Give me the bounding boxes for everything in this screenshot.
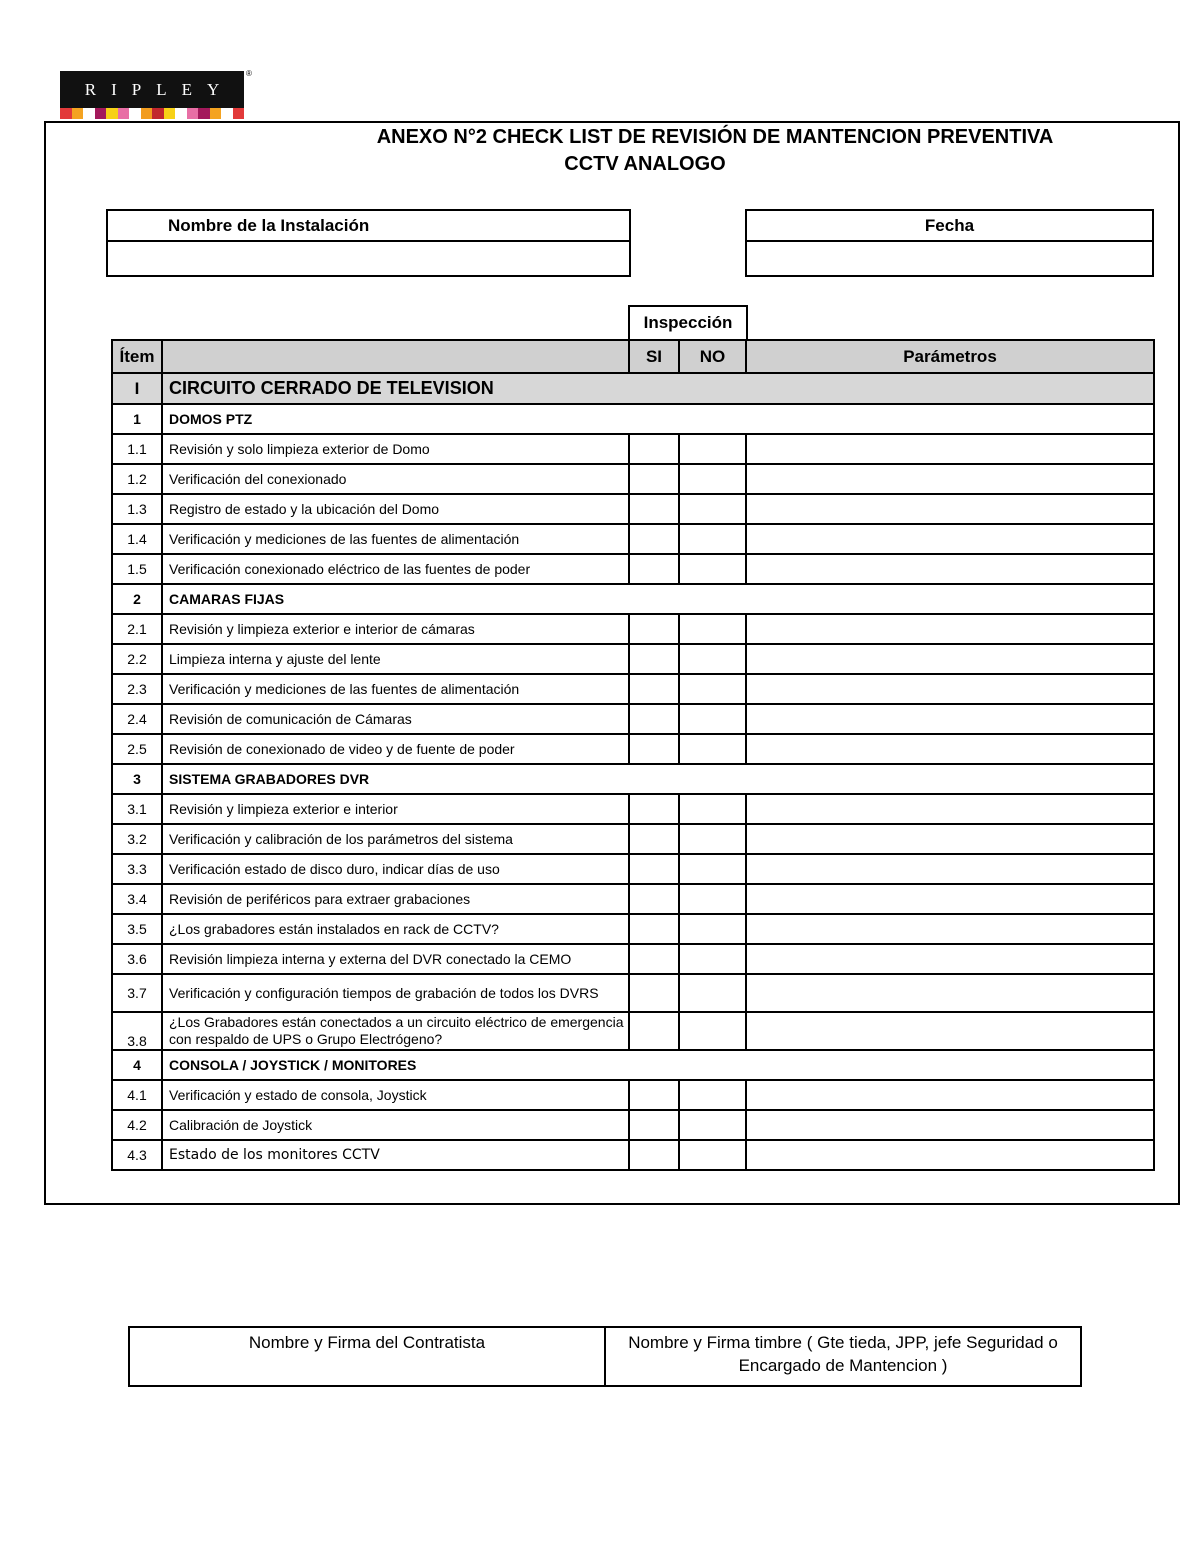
logo-stripe (95, 108, 107, 119)
logo-stripe (221, 108, 233, 119)
item-number: 2.2 (112, 644, 162, 674)
logo-stripe (72, 108, 84, 119)
item-description: Calibración de Joystick (162, 1110, 629, 1140)
item-number: 3.8 (112, 1012, 162, 1050)
table-row (112, 734, 1154, 764)
section-row (112, 373, 1154, 404)
no-checkbox-cell[interactable] (679, 824, 746, 854)
no-checkbox-cell[interactable] (679, 884, 746, 914)
item-number: 2.3 (112, 674, 162, 704)
si-checkbox-cell[interactable] (629, 704, 679, 734)
logo-bar (60, 71, 244, 108)
date-label: Fecha (747, 211, 1152, 242)
item-description: Revisión y limpieza exterior e interior de cámaras (162, 614, 629, 644)
date-box (745, 209, 1154, 277)
group-title: DOMOS PTZ (162, 404, 1154, 434)
item-description: ¿Los grabadores están instalados en rack de CCTV? (162, 914, 629, 944)
parameters-cell[interactable] (746, 494, 1154, 524)
si-checkbox-cell[interactable] (629, 494, 679, 524)
no-checkbox-cell[interactable] (679, 524, 746, 554)
contractor-signature[interactable]: Nombre y Firma del Contratista (129, 1327, 605, 1386)
table-row (112, 944, 1154, 974)
no-checkbox-cell[interactable] (679, 674, 746, 704)
no-checkbox-cell[interactable] (679, 644, 746, 674)
item-description: Verificación y mediciones de las fuentes de alimentación (162, 524, 629, 554)
item-number: 3.1 (112, 794, 162, 824)
item-description: Registro de estado y la ubicación del Domo (162, 494, 629, 524)
si-checkbox-cell[interactable] (629, 614, 679, 644)
logo-stripe (118, 108, 130, 119)
table-row (112, 1140, 1154, 1170)
logo-stripe (83, 108, 95, 119)
parameters-cell[interactable] (746, 674, 1154, 704)
item-description: Estado de los monitores CCTV (162, 1140, 629, 1170)
item-number: 1.1 (112, 434, 162, 464)
parameters-cell[interactable] (746, 824, 1154, 854)
table-header-row (112, 340, 1154, 373)
si-checkbox-cell[interactable] (629, 644, 679, 674)
logo-stripe (210, 108, 222, 119)
logo-stripe (175, 108, 187, 119)
item-number: 1.4 (112, 524, 162, 554)
table-row (112, 974, 1154, 1012)
checklist-table (111, 339, 1155, 1171)
no-checkbox-cell[interactable] (679, 554, 746, 584)
si-checkbox-cell[interactable] (629, 974, 679, 1012)
logo-stripe (152, 108, 164, 119)
inspection-header: Inspección (628, 305, 748, 340)
logo-stripe (60, 108, 72, 119)
section-title: CIRCUITO CERRADO DE TELEVISION (162, 373, 1154, 404)
si-checkbox-cell[interactable] (629, 944, 679, 974)
document-subtitle: CCTV ANALOGO (564, 153, 726, 175)
si-checkbox-cell[interactable] (629, 914, 679, 944)
table-row (112, 494, 1154, 524)
logo-color-stripes (60, 108, 244, 119)
group-row (112, 404, 1154, 434)
item-description: Verificación del conexionado (162, 464, 629, 494)
parameters-cell[interactable] (746, 734, 1154, 764)
logo-stripe (129, 108, 141, 119)
group-row (112, 764, 1154, 794)
group-title: CAMARAS FIJAS (162, 584, 1154, 614)
item-number: 3.5 (112, 914, 162, 944)
si-checkbox-cell[interactable] (629, 884, 679, 914)
si-checkbox-cell[interactable] (629, 554, 679, 584)
no-checkbox-cell[interactable] (679, 464, 746, 494)
item-number: 3.6 (112, 944, 162, 974)
manager-signature[interactable]: Nombre y Firma timbre ( Gte tieda, JPP, jefe Seguridad o Encargado de Mantencion ) (605, 1327, 1081, 1386)
table-row (112, 704, 1154, 734)
item-description: Revisión limpieza interna y externa del DVR conectado la CEMO (162, 944, 629, 974)
logo-stripe (106, 108, 118, 119)
si-checkbox-cell[interactable] (629, 464, 679, 494)
no-checkbox-cell[interactable] (679, 914, 746, 944)
parameters-cell[interactable] (746, 1140, 1154, 1170)
table-row (112, 884, 1154, 914)
si-checkbox-cell[interactable] (629, 1140, 679, 1170)
no-checkbox-cell[interactable] (679, 434, 746, 464)
no-checkbox-cell[interactable] (679, 854, 746, 884)
no-checkbox-cell[interactable] (679, 1140, 746, 1170)
si-checkbox-cell[interactable] (629, 794, 679, 824)
logo-stripe (187, 108, 199, 119)
parameters-cell[interactable] (746, 464, 1154, 494)
signature-table (128, 1326, 1082, 1387)
parameters-cell[interactable] (746, 974, 1154, 1012)
si-checkbox-cell[interactable] (629, 1110, 679, 1140)
parameters-cell[interactable] (746, 614, 1154, 644)
si-checkbox-cell[interactable] (629, 854, 679, 884)
group-row (112, 584, 1154, 614)
table-row (112, 824, 1154, 854)
si-checkbox-cell[interactable] (629, 1012, 679, 1050)
group-number: 1 (112, 404, 162, 434)
item-description: Revisión de comunicación de Cámaras (162, 704, 629, 734)
table-row (112, 434, 1154, 464)
parameters-cell[interactable] (746, 644, 1154, 674)
item-number: 2.1 (112, 614, 162, 644)
parameters-cell[interactable] (746, 434, 1154, 464)
logo-brand-text: RIPLEY (84, 80, 235, 99)
item-number: 1.5 (112, 554, 162, 584)
no-checkbox-cell[interactable] (679, 1080, 746, 1110)
installation-name-label: Nombre de la Instalación (108, 211, 629, 242)
document-title: ANEXO N°2 CHECK LIST DE REVISIÓN DE MANTENCION PREVENTIVA (376, 126, 1054, 148)
no-checkbox-cell[interactable] (679, 1110, 746, 1140)
table-row (112, 1012, 1154, 1050)
header-si: SI (629, 340, 679, 373)
table-row (112, 614, 1154, 644)
parameters-cell[interactable] (746, 1110, 1154, 1140)
item-description: Limpieza interna y ajuste del lente (162, 644, 629, 674)
item-description: Revisión y limpieza exterior e interior (162, 794, 629, 824)
group-title: SISTEMA GRABADORES DVR (162, 764, 1154, 794)
item-number: 3.2 (112, 824, 162, 854)
item-description: Verificación y mediciones de las fuentes de alimentación (162, 674, 629, 704)
no-checkbox-cell[interactable] (679, 944, 746, 974)
logo-stripe (164, 108, 176, 119)
item-number: 2.4 (112, 704, 162, 734)
si-checkbox-cell[interactable] (629, 674, 679, 704)
parameters-cell[interactable] (746, 1012, 1154, 1050)
header-no: NO (679, 340, 746, 373)
item-number: 3.7 (112, 974, 162, 1012)
si-checkbox-cell[interactable] (629, 734, 679, 764)
item-description: Revisión de conexionado de video y de fuente de poder (162, 734, 629, 764)
table-row (112, 794, 1154, 824)
item-number: 4.1 (112, 1080, 162, 1110)
si-checkbox-cell[interactable] (629, 824, 679, 854)
header-item: Ítem (112, 340, 162, 373)
parameters-cell[interactable] (746, 554, 1154, 584)
si-checkbox-cell[interactable] (629, 434, 679, 464)
si-checkbox-cell[interactable] (629, 524, 679, 554)
parameters-cell[interactable] (746, 914, 1154, 944)
item-number: 4.2 (112, 1110, 162, 1140)
item-description: ¿Los Grabadores están conectados a un circuito eléctrico de emergencia con respaldo de UPS o Grupo Electrógeno? (162, 1012, 629, 1050)
si-checkbox-cell[interactable] (629, 1080, 679, 1110)
item-number: 1.3 (112, 494, 162, 524)
logo-stripe (233, 108, 245, 119)
table-row (112, 524, 1154, 554)
parameters-cell[interactable] (746, 794, 1154, 824)
item-description: Verificación conexionado eléctrico de las fuentes de poder (162, 554, 629, 584)
no-checkbox-cell[interactable] (679, 974, 746, 1012)
no-checkbox-cell[interactable] (679, 614, 746, 644)
table-row (112, 854, 1154, 884)
table-row (112, 1110, 1154, 1140)
section-number: I (112, 373, 162, 404)
table-row (112, 464, 1154, 494)
no-checkbox-cell[interactable] (679, 794, 746, 824)
parameters-cell[interactable] (746, 704, 1154, 734)
parameters-cell[interactable] (746, 524, 1154, 554)
group-title: CONSOLA / JOYSTICK / MONITORES (162, 1050, 1154, 1080)
installation-name-field[interactable] (108, 242, 629, 273)
table-row (112, 674, 1154, 704)
parameters-cell[interactable] (746, 944, 1154, 974)
no-checkbox-cell[interactable] (679, 1012, 746, 1050)
header-description (162, 340, 629, 373)
logo-stripe (198, 108, 210, 119)
item-number: 3.3 (112, 854, 162, 884)
group-number: 2 (112, 584, 162, 614)
item-number: 4.3 (112, 1140, 162, 1170)
group-number: 4 (112, 1050, 162, 1080)
item-description: Revisión de periféricos para extraer grabaciones (162, 884, 629, 914)
parameters-cell[interactable] (746, 1080, 1154, 1110)
item-number: 3.4 (112, 884, 162, 914)
installation-name-box (106, 209, 631, 277)
item-number: 1.2 (112, 464, 162, 494)
item-description: Verificación estado de disco duro, indicar días de uso (162, 854, 629, 884)
item-description: Revisión y solo limpieza exterior de Domo (162, 434, 629, 464)
no-checkbox-cell[interactable] (679, 734, 746, 764)
group-row (112, 1050, 1154, 1080)
item-description: Verificación y estado de consola, Joystick (162, 1080, 629, 1110)
table-row (112, 644, 1154, 674)
item-description: Verificación y calibración de los parámetros del sistema (162, 824, 629, 854)
group-number: 3 (112, 764, 162, 794)
no-checkbox-cell[interactable] (679, 704, 746, 734)
parameters-cell[interactable] (746, 854, 1154, 884)
no-checkbox-cell[interactable] (679, 494, 746, 524)
table-row (112, 1080, 1154, 1110)
parameters-cell[interactable] (746, 884, 1154, 914)
item-description: Verificación y configuración tiempos de grabación de todos los DVRS (162, 974, 629, 1012)
header-params: Parámetros (746, 340, 1154, 373)
table-row (112, 554, 1154, 584)
date-field[interactable] (747, 242, 1152, 273)
registered-mark: ® (246, 69, 252, 78)
logo-stripe (141, 108, 153, 119)
ripley-logo (60, 71, 244, 119)
table-row (112, 914, 1154, 944)
item-number: 2.5 (112, 734, 162, 764)
